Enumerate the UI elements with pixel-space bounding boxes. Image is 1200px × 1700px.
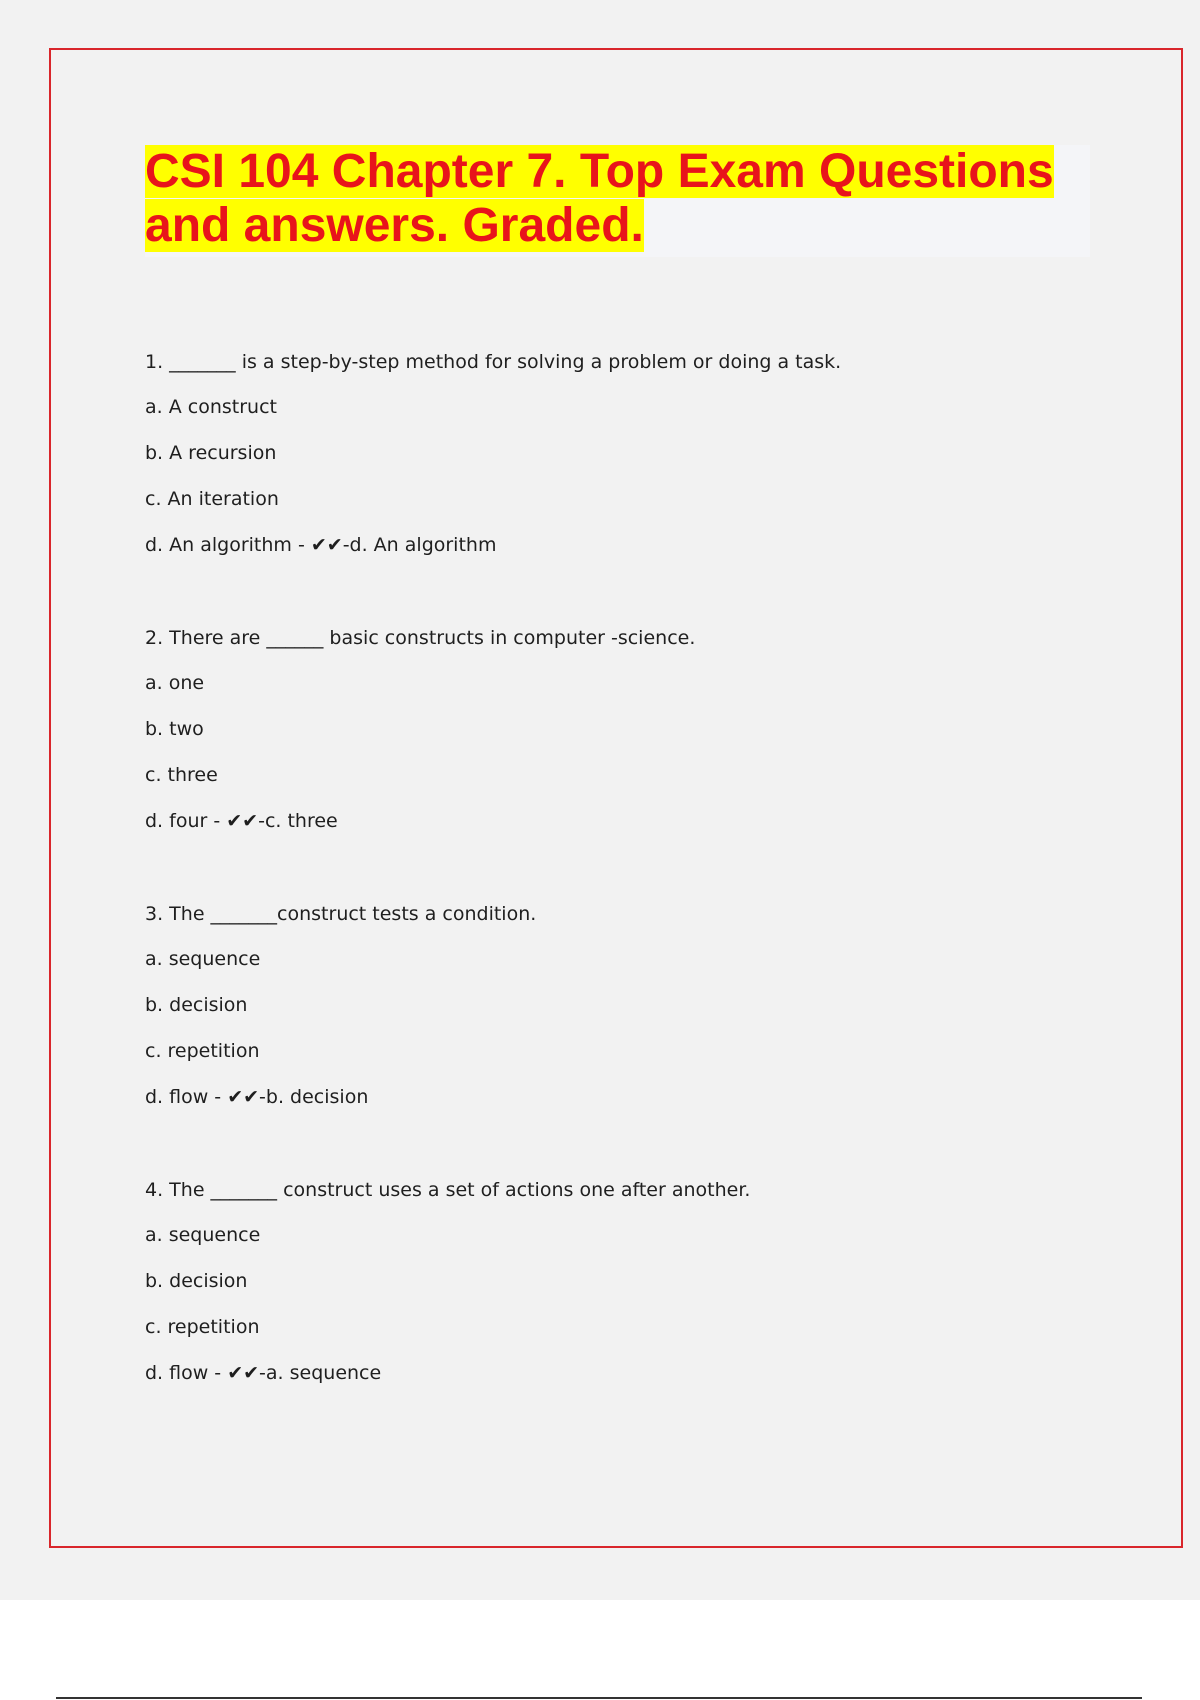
question-stem: 2. There are ______ basic constructs in computer -science. [145,627,696,649]
question-4 [145,1168,1105,1444]
answer-option: a. one [145,672,205,694]
question-2 [145,616,1105,892]
answer-option: c. repetition [145,1316,260,1338]
answer-option: a. A construct [145,396,277,418]
answer-option-with-key: d. An algorithm - ✔✔-d. An algorithm [145,534,497,556]
answer-option-with-key: d. flow - ✔✔-b. decision [145,1086,369,1108]
footer-divider [56,1697,1142,1699]
question-1 [145,340,1105,616]
answer-option-with-key: d. flow - ✔✔-a. sequence [145,1362,382,1384]
question-stem: 1. _______ is a step-by-step method for solving a problem or doing a task. [145,351,842,373]
question-3 [145,892,1105,1168]
answer-option: b. decision [145,1270,248,1292]
document-title-text: CSI 104 Chapter 7. Top Exam Questions and answers. Graded. [145,145,1054,252]
answer-option: b. decision [145,994,248,1016]
answer-option-with-key: d. four - ✔✔-c. three [145,810,338,832]
answer-option: c. repetition [145,1040,260,1062]
answer-option: b. A recursion [145,442,277,464]
answer-option: b. two [145,718,204,740]
answer-option: c. An iteration [145,488,279,510]
question-list [145,340,1105,1444]
answer-option: a. sequence [145,948,261,970]
question-stem: 3. The _______construct tests a condition. [145,903,537,925]
answer-option: a. sequence [145,1224,261,1246]
document-title [145,145,1090,253]
answer-option: c. three [145,764,218,786]
question-stem: 4. The _______ construct uses a set of actions one after another. [145,1179,751,1201]
